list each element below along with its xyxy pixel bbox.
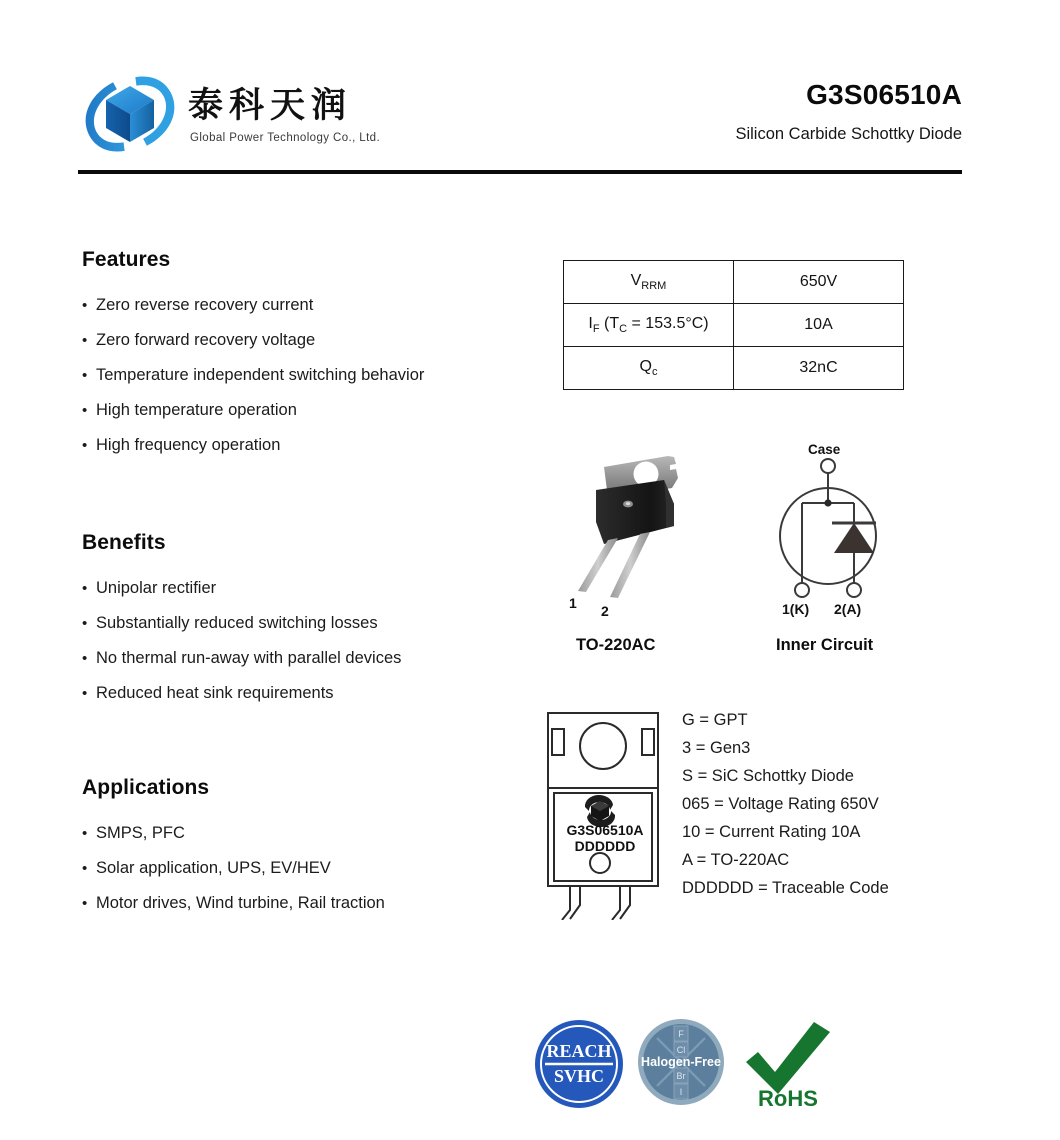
reach-svhc-badge: [533, 1018, 625, 1110]
company-name-en: Global Power Technology Co., Ltd.: [190, 132, 381, 144]
gpt-cube-logo-icon: [78, 70, 182, 158]
to220ac-package-photo-icon: [556, 448, 706, 618]
list-item: • Zero reverse recovery current: [82, 288, 522, 323]
param-symbol: I: [588, 314, 593, 332]
pin-2-label: 2: [601, 603, 609, 618]
param-symbol: V: [630, 271, 642, 289]
company-name-cn: 泰科天润: [188, 86, 353, 126]
param-suffix: (T: [599, 314, 620, 332]
page-title: G3S06510A: [806, 79, 962, 110]
list-item: 10 = Current Rating 10A: [682, 823, 861, 841]
list-item: 3 = Gen3: [682, 739, 751, 757]
schottky-diode-symbol-icon: [756, 440, 901, 620]
applications-section: [82, 776, 522, 921]
element-cl-label: Cl: [676, 1045, 686, 1055]
list-item: • Motor drives, Wind turbine, Rail traction: [82, 886, 522, 921]
param-subscript-2: C: [619, 323, 628, 336]
page-header: [78, 62, 962, 170]
table-row: [564, 261, 904, 304]
company-logo: [78, 70, 438, 162]
table-row: [564, 347, 904, 390]
rohs-badge: [738, 1018, 838, 1110]
table-row: [564, 304, 904, 347]
table-cell-parameter: [564, 304, 734, 347]
list-item: DDDDDD = Traceable Code: [682, 879, 889, 897]
element-f-label: F: [678, 1029, 684, 1039]
table-cell-value: 32nC: [734, 347, 904, 390]
header-divider: [78, 170, 962, 174]
table-cell-value: 650V: [734, 261, 904, 304]
param-subscript: F: [592, 323, 600, 336]
list-item: • Zero forward recovery voltage: [82, 323, 522, 358]
benefits-list: [82, 571, 522, 711]
list-item: 065 = Voltage Rating 650V: [682, 795, 879, 813]
pin-1-k-label: 1(K): [782, 601, 810, 617]
features-section: [82, 248, 522, 463]
to220ac-marking-drawing-icon: [540, 705, 670, 920]
case-terminal-label: Case: [808, 442, 841, 457]
element-br-label: Br: [676, 1071, 686, 1081]
element-i-label: I: [679, 1087, 683, 1097]
list-item: • High frequency operation: [82, 428, 522, 463]
param-suffix-2: = 153.5°C): [627, 314, 709, 332]
param-subscript: c: [651, 366, 658, 379]
to220ac-caption: TO-220AC: [576, 636, 656, 654]
features-heading: Features: [82, 248, 171, 271]
list-item: • SMPS, PFC: [82, 816, 522, 851]
benefits-heading: Benefits: [82, 531, 166, 554]
list-item: • Substantially reduced switching losses: [82, 606, 522, 641]
page-subtitle: Silicon Carbide Schottky Diode: [735, 125, 962, 143]
pin-2-a-label: 2(A): [834, 601, 862, 617]
list-item: A = TO-220AC: [682, 851, 790, 869]
halogen-free-badge: [637, 1018, 725, 1106]
rohs-label: RoHS: [758, 1086, 818, 1110]
company-name-cn-wrap: [188, 84, 438, 128]
table-cell-value: 10A: [734, 304, 904, 347]
title-block: [442, 78, 962, 144]
marking-line-2: DDDDDD: [574, 838, 636, 854]
list-item: • High temperature operation: [82, 393, 522, 428]
halogen-free-label: Halogen-Free: [641, 1055, 721, 1069]
part-number-decode-list: [682, 706, 982, 902]
table-cell-parameter: [564, 261, 734, 304]
features-list: [82, 288, 522, 463]
list-item: • Solar application, UPS, EV/HEV: [82, 851, 522, 886]
list-item: • Reduced heat sink requirements: [82, 676, 522, 711]
applications-heading: Applications: [82, 776, 210, 799]
applications-list: [82, 816, 522, 921]
param-symbol: Q: [639, 357, 652, 375]
table-cell-parameter: [564, 347, 734, 390]
benefits-section: [82, 531, 522, 711]
pin-1-label: 1: [569, 595, 577, 611]
reach-label: REACH: [546, 1041, 612, 1061]
inner-circuit-caption: Inner Circuit: [776, 636, 874, 654]
key-specifications-table: [563, 260, 904, 390]
compliance-badges: [533, 1018, 833, 1110]
param-subscript: RRM: [641, 280, 667, 293]
marking-line-1: G3S06510A: [566, 822, 644, 838]
list-item: G = GPT: [682, 711, 748, 729]
list-item: S = SiC Schottky Diode: [682, 767, 854, 785]
svhc-label: SVHC: [553, 1066, 605, 1086]
list-item: • Temperature independent switching behavior: [82, 358, 522, 393]
list-item: • No thermal run-away with parallel devices: [82, 641, 522, 676]
list-item: • Unipolar rectifier: [82, 571, 522, 606]
